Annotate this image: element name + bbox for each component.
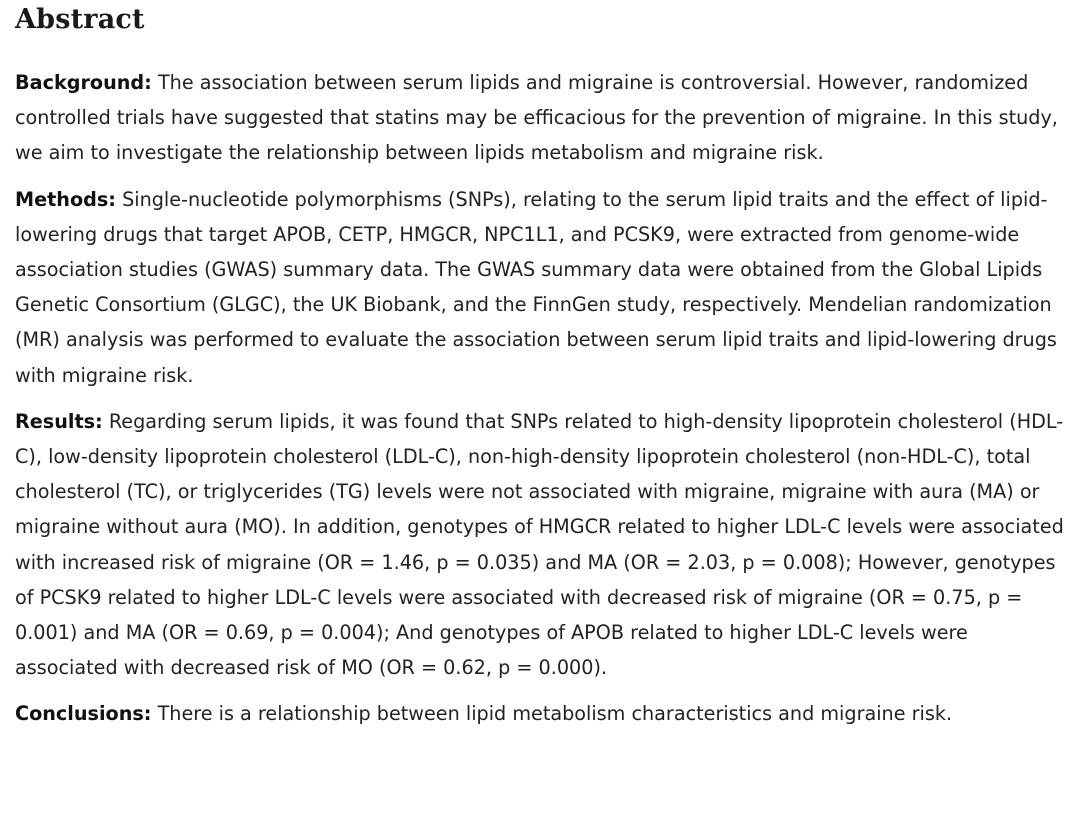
background-paragraph <box>15 65 1075 171</box>
abstract-section <box>15 0 1075 743</box>
methods-paragraph <box>15 182 1075 393</box>
conclusions-text: There is a relationship between lipid metabolism characteristics and migraine risk. <box>157 702 953 726</box>
results-text: Regarding serum lipids, it was found that SNPs related to high-density lipoprotein cholesterol (HDL-C), low-density lipoprotein cholesterol (LDL-C), non-high-density lipoprotein cholesterol (non-HDL-C), total cholesterol (TC), or triglycerides (TG) levels were not associated with migraine, migraine with aura (MA) or migraine without aura (MO). In addition, genotypes of HMGCR related to higher LDL-C levels were associated with increased risk of migraine (OR = 1.46, p = 0.035) and MA (OR = 2.03, p = 0.008); However, genotypes of PCSK9 related to higher LDL-C levels were associated with decreased risk of migraine (OR = 0.75, p = 0.001) and MA (OR = 0.69, p = 0.004); And genotypes of APOB related to higher LDL-C levels were associated with decreased risk of MO (OR = 0.62, p = 0.000). <box>15 409 1064 680</box>
conclusions-label: Conclusions: <box>15 702 152 726</box>
background-text: The association between serum lipids and migraine is controversial. However, randomized controlled trials have suggested that statins may be efficacious for the prevention of migraine. In this study, we aim to investigate the relationship between lipids metabolism and migraine risk. <box>15 71 1058 165</box>
results-paragraph <box>15 404 1075 686</box>
results-label: Results: <box>15 409 103 433</box>
methods-label: Methods: <box>15 187 116 211</box>
conclusions-paragraph <box>15 696 1075 731</box>
background-label: Background: <box>15 71 152 94</box>
methods-text: Single-nucleotide polymorphisms (SNPs), relating to the serum lipid traits and the effect of lipid-lowering drugs that target APOB, CETP, HMGCR, NPC1L1, and PCSK9, were extracted from genome-wide association studies (GWAS) summary data. The GWAS summary data were obtained from the Global Lipids Genetic Consortium (GLGC), the UK Biobank, and the FinnGen study, respectively. Mendelian randomization (MR) analysis was performed to evaluate the association between serum lipid traits and lipid-lowering drugs with migraine risk. <box>15 187 1057 387</box>
abstract-heading: Abstract <box>15 4 145 35</box>
